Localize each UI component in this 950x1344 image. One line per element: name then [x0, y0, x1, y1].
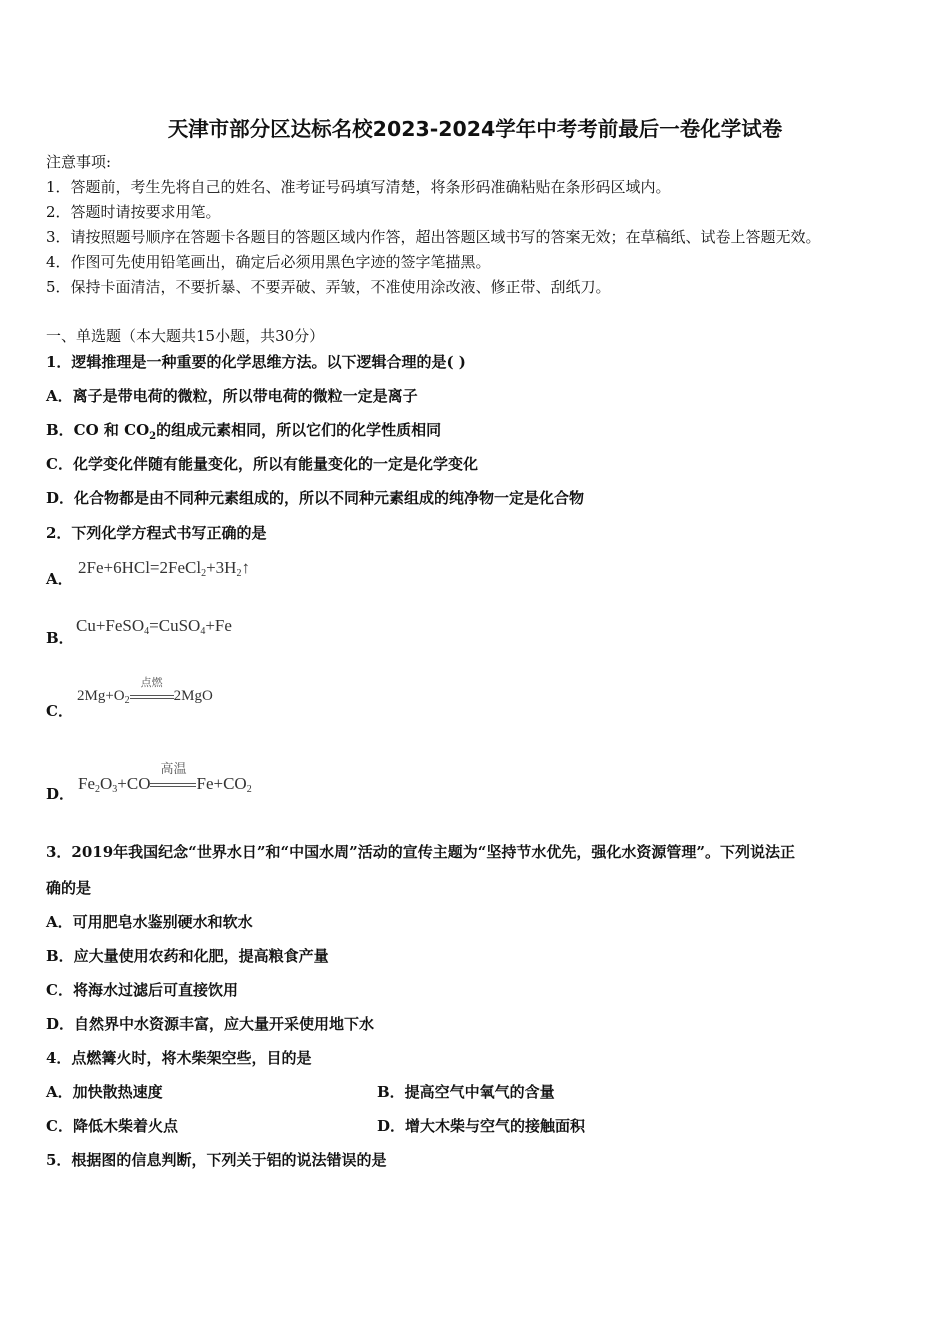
notice-item-1: 1．答题前，考生先将自己的姓名、准考证号码填写清楚，将条形码准确粘贴在条形码区域内。	[46, 178, 671, 196]
q4-option-a: A．加快散热速度	[46, 1083, 163, 1101]
q2-option-b-label: B．	[46, 629, 74, 647]
q2-option-c-label: C．	[46, 702, 73, 720]
q1-option-c: C．化学变化伴随有能量变化，所以有能量变化的一定是化学变化	[46, 455, 478, 473]
q2-option-d-label: D．	[46, 785, 75, 803]
q2-option-c-equation: $2Mg+O_2$ 点燃 2MgO	[77, 676, 213, 706]
q4-stem: 4．点燃篝火时，将木柴架空些，目的是	[46, 1049, 312, 1067]
q5-stem: 5．根据图的信息判断，下列关于铝的说法错误的是	[46, 1151, 387, 1169]
notice-item-3: 3．请按照题号顺序在答题卡各题目的答题区域内作答，超出答题区域书写的答案无效；在草稿纸、试卷上答题无效。	[46, 228, 821, 246]
notice-item-4: 4．作图可先使用铅笔画出，确定后必须用黑色字迹的签字笔描黑。	[46, 253, 491, 271]
q3-option-d: D．自然界中水资源丰富，应大量开采使用地下水	[46, 1015, 375, 1033]
section-heading: 一、单选题（本大题共15小题，共30分）	[46, 327, 325, 345]
q3-option-b: B．应大量使用农药和化肥，提高粮食产量	[46, 947, 329, 965]
q3-stem-line1: 3．2019年我国纪念“世界水日”和“中国水周”活动的宣传主题为“坚持节水优先，强化水资源管理”。下列说法正	[46, 843, 795, 861]
notice-heading: 注意事项:	[46, 153, 112, 171]
q4-option-c: C．降低木柴着火点	[46, 1117, 178, 1135]
q3-option-c: C．将海水过滤后可直接饮用	[46, 981, 238, 999]
condition-high-temp: 高温	[150, 774, 196, 794]
q1-option-d: D．化合物都是由不同种元素组成的，所以不同种元素组成的纯净物一定是化合物	[46, 489, 585, 507]
q4-option-b: B．提高空气中氧气的含量	[377, 1083, 555, 1101]
q1-stem: 1．逻辑推理是一种重要的化学思维方法。以下逻辑合理的是( )	[46, 353, 466, 371]
q2-option-b-equation: Cu+FeSO$_4$=CuSO$_4$+Fe	[76, 616, 232, 637]
q1-option-b-sub: 2	[149, 431, 157, 442]
q4-option-d: D．增大木柴与空气的接触面积	[377, 1117, 586, 1135]
q3-stem-line2: 确的是	[46, 879, 92, 897]
q2-option-d-equation: $Fe_2O_3+CO$ 高温 $Fe+CO_2$	[78, 762, 252, 795]
notice-item-5: 5．保持卡面清洁，不要折暴、不要弄破、弄皱，不准使用涂改液、修正带、刮纸刀。	[46, 278, 611, 296]
q3-option-a: A．可用肥皂水鉴别硬水和软水	[46, 913, 253, 931]
condition-ignite: 点燃	[130, 688, 174, 705]
q2-option-a-label: A．	[46, 570, 73, 588]
q2-option-a-equation: $2Fe+6HCl=2FeCl_2+3H_2↑$	[78, 558, 250, 579]
q1-option-a: A．离子是带电荷的微粒，所以带电荷的微粒一定是离子	[46, 387, 418, 405]
exam-title: 天津市部分区达标名校2023-2024学年中考考前最后一卷化学试卷	[167, 117, 783, 141]
q2-stem: 2．下列化学方程式书写正确的是	[46, 524, 267, 542]
q1-option-b	[46, 420, 441, 447]
q1-option-b-post: 的组成元素相同，所以它们的化学性质相同	[156, 421, 442, 439]
q1-option-b-pre: B．CO 和 CO	[46, 421, 150, 439]
notice-item-2: 2．答题时请按要求用笔。	[46, 203, 221, 221]
